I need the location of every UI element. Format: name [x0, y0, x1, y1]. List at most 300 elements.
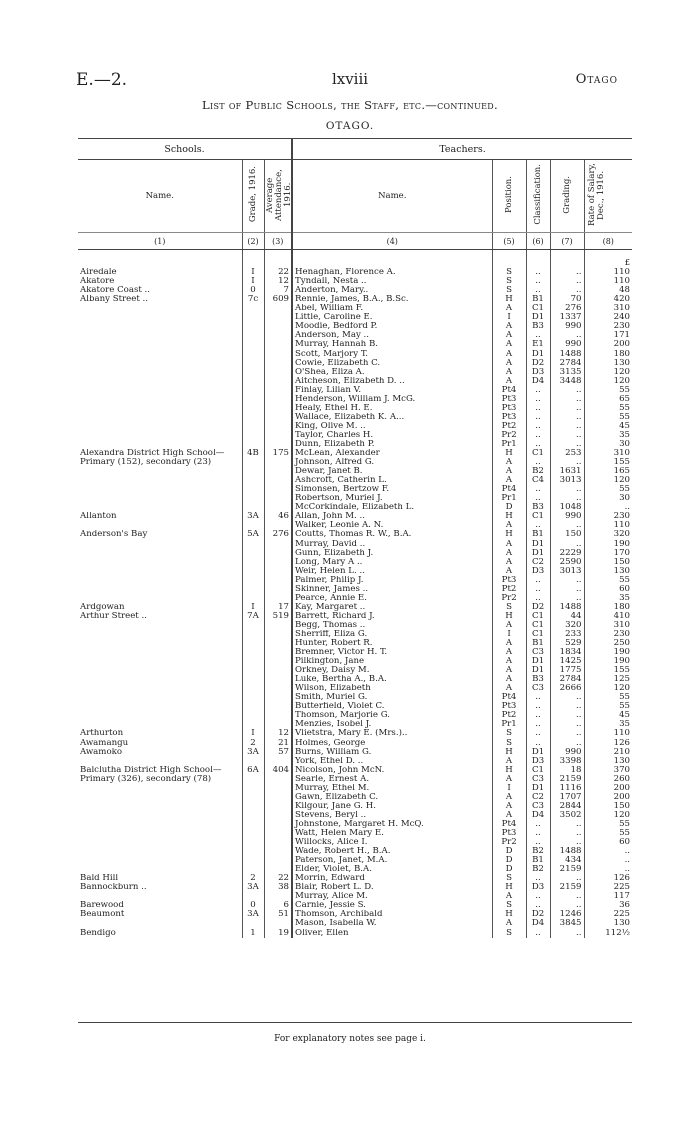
teacher-position: Pt4: [492, 485, 526, 494]
teacher-classification: ..: [526, 440, 550, 449]
teacher-name: Walker, Leonie A. N.: [292, 521, 492, 530]
teacher-name: Sherriff, Eliza G.: [292, 630, 492, 639]
school-name: [78, 576, 242, 585]
page-subtitle: OTAGO.: [325, 120, 375, 132]
school-grade: I: [242, 268, 264, 277]
teacher-position: H: [492, 449, 526, 458]
teacher-salary: 180: [584, 603, 632, 612]
teacher-name: Holmes, George: [292, 739, 492, 748]
table-row: [78, 684, 632, 693]
teacher-salary: 48: [584, 286, 632, 295]
teacher-name: Gunn, Elizabeth J.: [292, 549, 492, 558]
teacher-position: A: [492, 368, 526, 377]
table-row: [78, 377, 632, 386]
table-row: [78, 720, 632, 729]
school-grade: [242, 422, 264, 431]
school-attendance: 46: [264, 512, 292, 521]
attendance-header: Average Attendance, 1916.: [264, 168, 293, 221]
teacher-name: Oliver, Ellen: [292, 929, 492, 938]
school-grade: [242, 494, 264, 503]
school-grade: [242, 919, 264, 928]
teacher-salary: ..: [584, 503, 632, 512]
school-attendance: [264, 340, 292, 349]
school-attendance: [264, 576, 292, 585]
school-name: [78, 630, 242, 639]
teacher-classification: B2: [526, 865, 550, 874]
teacher-name: Rennie, James, B.A., B.Sc.: [292, 295, 492, 304]
school-name: [78, 684, 242, 693]
teacher-classification: C1: [526, 612, 550, 621]
teacher-position: A: [492, 476, 526, 485]
teacher-position: S: [492, 929, 526, 938]
page-number: lxviii: [331, 70, 369, 88]
school-grade: 1: [242, 929, 264, 938]
teacher-position: S: [492, 901, 526, 910]
teacher-classification: B2: [526, 467, 550, 476]
school-attendance: [264, 431, 292, 440]
school-name: [78, 404, 242, 413]
school-grade: 0: [242, 901, 264, 910]
table-row: [78, 648, 632, 657]
table-row: [78, 567, 632, 576]
teacher-name: Murray, Ethel M.: [292, 784, 492, 793]
school-attendance: [264, 422, 292, 431]
school-grade: [242, 657, 264, 666]
teacher-grading: 1488: [550, 603, 584, 612]
teacher-name: Butterfield, Violet C.: [292, 702, 492, 711]
school-name: [78, 350, 242, 359]
school-name: [78, 847, 242, 856]
teacher-salary: 190: [584, 657, 632, 666]
teacher-salary: 55: [584, 386, 632, 395]
school-grade: [242, 467, 264, 476]
teacher-salary: 310: [584, 621, 632, 630]
school-name: [78, 621, 242, 630]
table-row: [78, 702, 632, 711]
school-name: [78, 340, 242, 349]
teacher-position: A: [492, 793, 526, 802]
school-name: [78, 386, 242, 395]
teacher-position: A: [492, 350, 526, 359]
teacher-grading: 1707: [550, 793, 584, 802]
school-attendance: 21: [264, 739, 292, 748]
column-number: (7): [550, 233, 584, 250]
school-attendance: [264, 784, 292, 793]
teacher-name: Blair, Robert L. D.: [292, 883, 492, 892]
teacher-classification: ..: [526, 720, 550, 729]
teacher-name: King, Olive M. ..: [292, 422, 492, 431]
school-grade: [242, 350, 264, 359]
table-row: [78, 612, 632, 621]
teacher-salary: 35: [584, 594, 632, 603]
school-name: [78, 639, 242, 648]
teacher-classification: D2: [526, 603, 550, 612]
teacher-salary: 240: [584, 313, 632, 322]
teacher-position: A: [492, 558, 526, 567]
teacher-grading: 2159: [550, 883, 584, 892]
teacher-position: S: [492, 739, 526, 748]
teacher-name: Mason, Isabella W.: [292, 919, 492, 928]
teacher-salary: 155: [584, 458, 632, 467]
school-name: [78, 503, 242, 512]
teacher-position: Pr2: [492, 838, 526, 847]
teacher-position: Pt2: [492, 711, 526, 720]
school-attendance: [264, 666, 292, 675]
teacher-grading: ..: [550, 901, 584, 910]
teacher-salary: 110: [584, 729, 632, 738]
school-attendance: 6: [264, 901, 292, 910]
teacher-position: A: [492, 521, 526, 530]
school-grade: [242, 368, 264, 377]
school-name: [78, 793, 242, 802]
teacher-grading: 3502: [550, 811, 584, 820]
teacher-classification: ..: [526, 494, 550, 503]
column-number-row: [78, 233, 632, 250]
teacher-grading: ..: [550, 711, 584, 720]
teacher-classification: B1: [526, 856, 550, 865]
teacher-grading: 3013: [550, 476, 584, 485]
teacher-classification: ..: [526, 458, 550, 467]
teacher-grading: 1246: [550, 910, 584, 919]
school-grade: [242, 395, 264, 404]
teacher-classification: D1: [526, 549, 550, 558]
teacher-position: A: [492, 331, 526, 340]
teacher-name: Cowie, Elizabeth C.: [292, 359, 492, 368]
teacher-position: A: [492, 621, 526, 630]
school-name: Primary (326), secondary (78): [80, 774, 212, 784]
teacher-name: Healy, Ethel H. E.: [292, 404, 492, 413]
table-row: [78, 929, 632, 938]
teacher-name: Taylor, Charles H.: [292, 431, 492, 440]
teacher-salary: 110: [584, 268, 632, 277]
teacher-name: Barrett, Richard J.: [292, 612, 492, 621]
page-title: List of Public Schools, the Staff, etc.—continued.: [202, 98, 498, 112]
teacher-grading: ..: [550, 268, 584, 277]
table-row: [78, 748, 632, 757]
school-grade: I: [242, 729, 264, 738]
teacher-name: Nicolson, John McN.: [292, 766, 492, 775]
teacher-name: Pearce, Annie E.: [292, 594, 492, 603]
teacher-classification: B2: [526, 847, 550, 856]
table-row: [78, 386, 632, 395]
school-grade: [242, 558, 264, 567]
teacher-classification: D2: [526, 910, 550, 919]
teacher-classification: ..: [526, 422, 550, 431]
table-bottom-rule: [78, 1022, 632, 1023]
report-code: E.—2.: [76, 70, 128, 90]
teacher-name: Murray, David ..: [292, 540, 492, 549]
school-name: [78, 666, 242, 675]
teacher-salary: 260: [584, 775, 632, 784]
table-row: [78, 621, 632, 630]
teacher-grading: 253: [550, 449, 584, 458]
teacher-salary: 120: [584, 368, 632, 377]
school-attendance: [264, 684, 292, 693]
teacher-grading: 529: [550, 639, 584, 648]
school-grade: [242, 775, 264, 784]
table-row: [78, 829, 632, 838]
school-attendance: [264, 440, 292, 449]
teacher-name: Long, Mary A ..: [292, 558, 492, 567]
school-name: [78, 811, 242, 820]
teacher-classification: ..: [526, 693, 550, 702]
currency-symbol: £: [584, 259, 632, 268]
school-name: [78, 494, 242, 503]
teacher-position: Pt3: [492, 395, 526, 404]
school-attendance: [264, 820, 292, 829]
school-grade: [242, 585, 264, 594]
teacher-classification: ..: [526, 485, 550, 494]
teacher-position: D: [492, 503, 526, 512]
school-attendance: [264, 558, 292, 567]
table-row: [78, 603, 632, 612]
teacher-position: D: [492, 847, 526, 856]
school-name: [78, 856, 242, 865]
teacher-grading: ..: [550, 331, 584, 340]
teacher-classification: ..: [526, 277, 550, 286]
teacher-name: Elder, Violet, B.A.: [292, 865, 492, 874]
teacher-classification: D1: [526, 313, 550, 322]
school-grade: [242, 440, 264, 449]
school-attendance: [264, 657, 292, 666]
teacher-grading: 70: [550, 295, 584, 304]
teacher-name: Tyndall, Nesta ..: [292, 277, 492, 286]
school-grade: [242, 386, 264, 395]
school-name: [78, 567, 242, 576]
teacher-classification: C3: [526, 648, 550, 657]
school-attendance: 38: [264, 883, 292, 892]
teacher-classification: D2: [526, 359, 550, 368]
teacher-grading: ..: [550, 929, 584, 938]
school-grade: [242, 811, 264, 820]
school-name: Allanton: [80, 512, 117, 522]
school-attendance: [264, 322, 292, 331]
teacher-salary: ..: [584, 856, 632, 865]
teacher-grading: ..: [550, 494, 584, 503]
teacher-name: Pilkington, Jane: [292, 657, 492, 666]
school-name: Bendigo: [80, 928, 116, 938]
table-row: [78, 585, 632, 594]
school-attendance: [264, 594, 292, 603]
teacher-grading: 3845: [550, 919, 584, 928]
teacher-position: A: [492, 359, 526, 368]
school-attendance: [264, 503, 292, 512]
table-row: [78, 350, 632, 359]
teacher-name: Murray, Alice M.: [292, 892, 492, 901]
teacher-grading: 990: [550, 748, 584, 757]
school-attendance: [264, 386, 292, 395]
school-attendance: [264, 549, 292, 558]
school-grade: [242, 377, 264, 386]
teacher-name: Ashcroft, Catherin L.: [292, 476, 492, 485]
teacher-position: Pt3: [492, 702, 526, 711]
teacher-position: A: [492, 675, 526, 684]
teacher-grading: ..: [550, 720, 584, 729]
teacher-classification: ..: [526, 702, 550, 711]
teacher-name: Palmer, Philip J.: [292, 576, 492, 585]
teacher-classification: B3: [526, 503, 550, 512]
teacher-salary: 55: [584, 693, 632, 702]
school-name: [78, 377, 242, 386]
school-attendance: [264, 494, 292, 503]
teacher-name: Johnstone, Margaret H. McQ.: [292, 820, 492, 829]
teacher-salary: 165: [584, 467, 632, 476]
teacher-name: Burns, William G.: [292, 748, 492, 757]
teacher-salary: 190: [584, 648, 632, 657]
table-row: [78, 883, 632, 892]
school-attendance: [264, 847, 292, 856]
teacher-position: Pt2: [492, 585, 526, 594]
school-attendance: [264, 585, 292, 594]
school-attendance: [264, 702, 292, 711]
teacher-grading: ..: [550, 386, 584, 395]
table-row: [78, 576, 632, 585]
teacher-salary: 36: [584, 901, 632, 910]
teacher-grading: 3135: [550, 368, 584, 377]
school-name: Balclutha District High School—: [80, 765, 222, 775]
column-number: (5): [492, 233, 526, 250]
table-row: [78, 675, 632, 684]
school-grade: [242, 711, 264, 720]
teacher-salary: 60: [584, 838, 632, 847]
teacher-name: Stevens, Beryl ..: [292, 811, 492, 820]
school-grade: [242, 829, 264, 838]
teacher-salary: 225: [584, 910, 632, 919]
school-name-header: Name.: [78, 160, 242, 233]
table-row: [78, 775, 632, 784]
school-name: [78, 693, 242, 702]
teacher-salary: 130: [584, 359, 632, 368]
teacher-name: Thomson, Marjorie G.: [292, 711, 492, 720]
table-row: [78, 901, 632, 910]
teacher-name: Smith, Muriel G.: [292, 693, 492, 702]
teacher-position: Pt2: [492, 422, 526, 431]
teacher-name: Thomson, Archibald: [292, 910, 492, 919]
school-grade: [242, 757, 264, 766]
column-number: (6): [526, 233, 550, 250]
table-row: [78, 368, 632, 377]
school-grade: I: [242, 603, 264, 612]
teacher-classification: ..: [526, 413, 550, 422]
teacher-classification: D1: [526, 748, 550, 757]
school-grade: [242, 304, 264, 313]
teacher-classification: C2: [526, 558, 550, 567]
school-grade: [242, 630, 264, 639]
teacher-position: D: [492, 865, 526, 874]
school-grade: [242, 693, 264, 702]
teacher-name: Anderton, Mary..: [292, 286, 492, 295]
teacher-position: S: [492, 603, 526, 612]
teacher-position: A: [492, 639, 526, 648]
school-grade: [242, 540, 264, 549]
table-row: [78, 322, 632, 331]
school-name: Awamoko: [80, 747, 123, 757]
salary-header: Rate of Salary, Dec., 1916.: [587, 163, 607, 226]
teacher-position: A: [492, 811, 526, 820]
table-row: [78, 766, 632, 775]
teacher-grading: ..: [550, 277, 584, 286]
table-row: [78, 919, 632, 928]
teacher-classification: ..: [526, 711, 550, 720]
teacher-position: S: [492, 277, 526, 286]
school-grade: [242, 549, 264, 558]
teacher-grading: 2784: [550, 675, 584, 684]
teacher-salary: 200: [584, 784, 632, 793]
teacher-grading: 1775: [550, 666, 584, 675]
school-attendance: 175: [264, 449, 292, 458]
table-row: [78, 693, 632, 702]
school-attendance: [264, 811, 292, 820]
school-attendance: [264, 630, 292, 639]
teacher-position: Pt4: [492, 693, 526, 702]
teacher-classification: ..: [526, 892, 550, 901]
teacher-grading: 18: [550, 766, 584, 775]
teacher-name: Allan, John M. ..: [292, 512, 492, 521]
school-grade: 2: [242, 739, 264, 748]
school-grade: [242, 431, 264, 440]
school-grade: [242, 404, 264, 413]
school-attendance: [264, 793, 292, 802]
teacher-name: Johnson, Alfred G.: [292, 458, 492, 467]
school-name: [78, 521, 242, 530]
school-name: Beaumont: [80, 910, 125, 920]
teacher-position: I: [492, 313, 526, 322]
teacher-salary: 370: [584, 766, 632, 775]
teacher-classification: D1: [526, 540, 550, 549]
teacher-classification: ..: [526, 729, 550, 738]
table-row: [78, 865, 632, 874]
school-name: [78, 594, 242, 603]
school-name: [78, 440, 242, 449]
teacher-salary: 125: [584, 675, 632, 684]
teacher-grading: 2590: [550, 558, 584, 567]
school-attendance: [264, 304, 292, 313]
teacher-position: S: [492, 874, 526, 883]
teacher-salary: 310: [584, 304, 632, 313]
column-number: (2): [242, 233, 264, 250]
school-grade: 7c: [242, 295, 264, 304]
school-grade: [242, 784, 264, 793]
school-name: Primary (152), secondary (23): [80, 458, 212, 468]
school-grade: [242, 675, 264, 684]
teacher-name: Paterson, Janet, M.A.: [292, 856, 492, 865]
teacher-position: A: [492, 340, 526, 349]
teacher-grading: ..: [550, 702, 584, 711]
teacher-position: A: [492, 919, 526, 928]
teacher-name: Aitcheson, Elizabeth D. ..: [292, 377, 492, 386]
teacher-grading: 1488: [550, 350, 584, 359]
teacher-classification: ..: [526, 829, 550, 838]
teacher-salary: 410: [584, 612, 632, 621]
school-name: [78, 702, 242, 711]
table-row: [78, 811, 632, 820]
teacher-position: A: [492, 540, 526, 549]
school-name: [78, 675, 242, 684]
teacher-name: Weir, Helen L. ..: [292, 567, 492, 576]
column-number: (8): [584, 233, 632, 250]
teacher-classification: ..: [526, 268, 550, 277]
teacher-grading: 233: [550, 630, 584, 639]
table-row: [78, 838, 632, 847]
school-name: [78, 802, 242, 811]
teacher-salary: 190: [584, 540, 632, 549]
teacher-salary: 55: [584, 702, 632, 711]
teacher-salary: 55: [584, 404, 632, 413]
group-header-row: [78, 139, 632, 160]
teacher-name: Murray, Hannah B.: [292, 340, 492, 349]
teacher-classification: C3: [526, 802, 550, 811]
teacher-position: D: [492, 856, 526, 865]
